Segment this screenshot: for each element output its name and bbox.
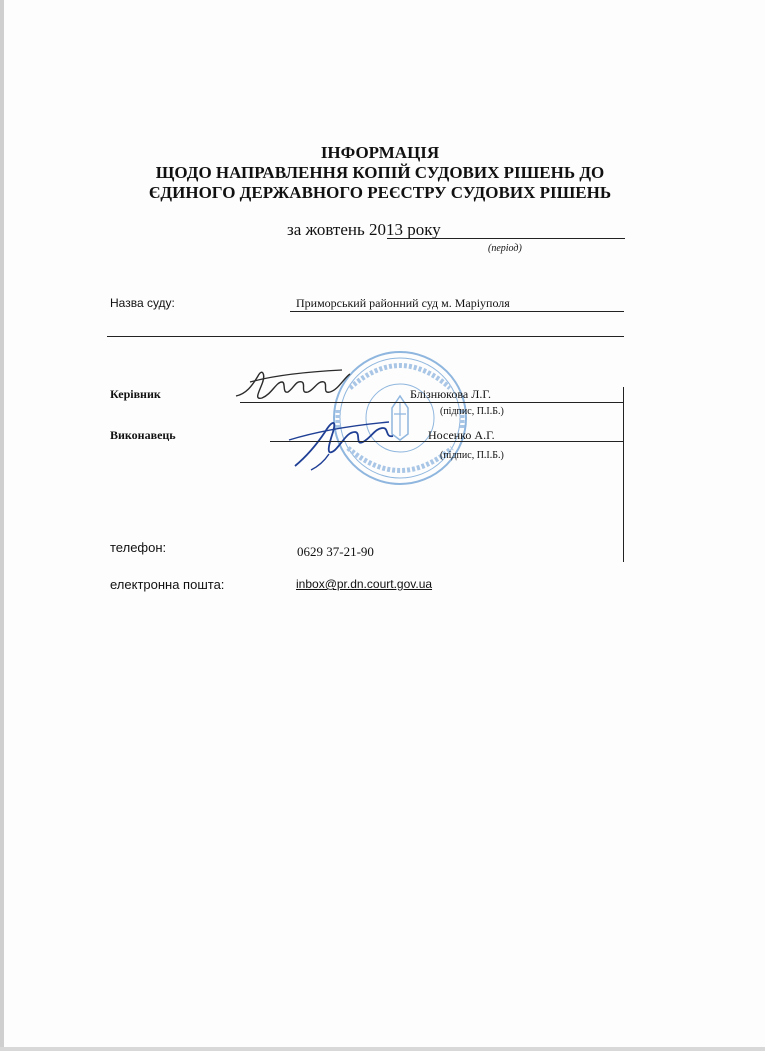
executor-name: Носенко А.Г.: [428, 428, 495, 442]
executor-role-label: Виконавець: [110, 428, 176, 442]
director-name: Блізнюкова Л.Г.: [410, 387, 491, 401]
court-name-underline: [290, 311, 624, 312]
director-signature-caption: (підпис, П.І.Б.): [440, 406, 504, 417]
period-caption: (період): [488, 243, 522, 254]
phone-value: 0629 37-21-90: [297, 544, 374, 559]
court-name-value: Приморський районний суд м. Маріуполя: [296, 296, 510, 310]
scan-edge-bottom: [0, 1047, 765, 1051]
email-link[interactable]: inbox@pr.dn.court.gov.ua: [296, 577, 433, 591]
court-name-label: Назва суду:: [110, 296, 175, 310]
email-label: електронна пошта:: [110, 577, 225, 592]
period-value: за жовтень 2013 року: [287, 220, 441, 239]
director-signature-line: [240, 402, 623, 403]
phone-label: телефон:: [110, 540, 167, 555]
document-title: ІНФОРМАЦІЯ: [320, 143, 440, 162]
period-underline: [387, 238, 625, 239]
executor-signature-caption: (підпис, П.І.Б.): [440, 450, 504, 461]
executor-signature: [285, 410, 400, 475]
director-role-label: Керівник: [110, 387, 161, 401]
signature-block-border: [623, 387, 624, 562]
scan-edge-left: [0, 0, 4, 1051]
executor-signature-line: [270, 441, 623, 442]
section-divider: [107, 336, 624, 337]
document-subtitle-line2: ЄДИНОГО ДЕРЖАВНОГО РЕЄСТРУ СУДОВИХ РІШЕНЬ: [148, 183, 612, 202]
document-subtitle-line1: ЩОДО НАПРАВЛЕННЯ КОПІЙ СУДОВИХ РІШЕНЬ ДО: [155, 163, 605, 182]
